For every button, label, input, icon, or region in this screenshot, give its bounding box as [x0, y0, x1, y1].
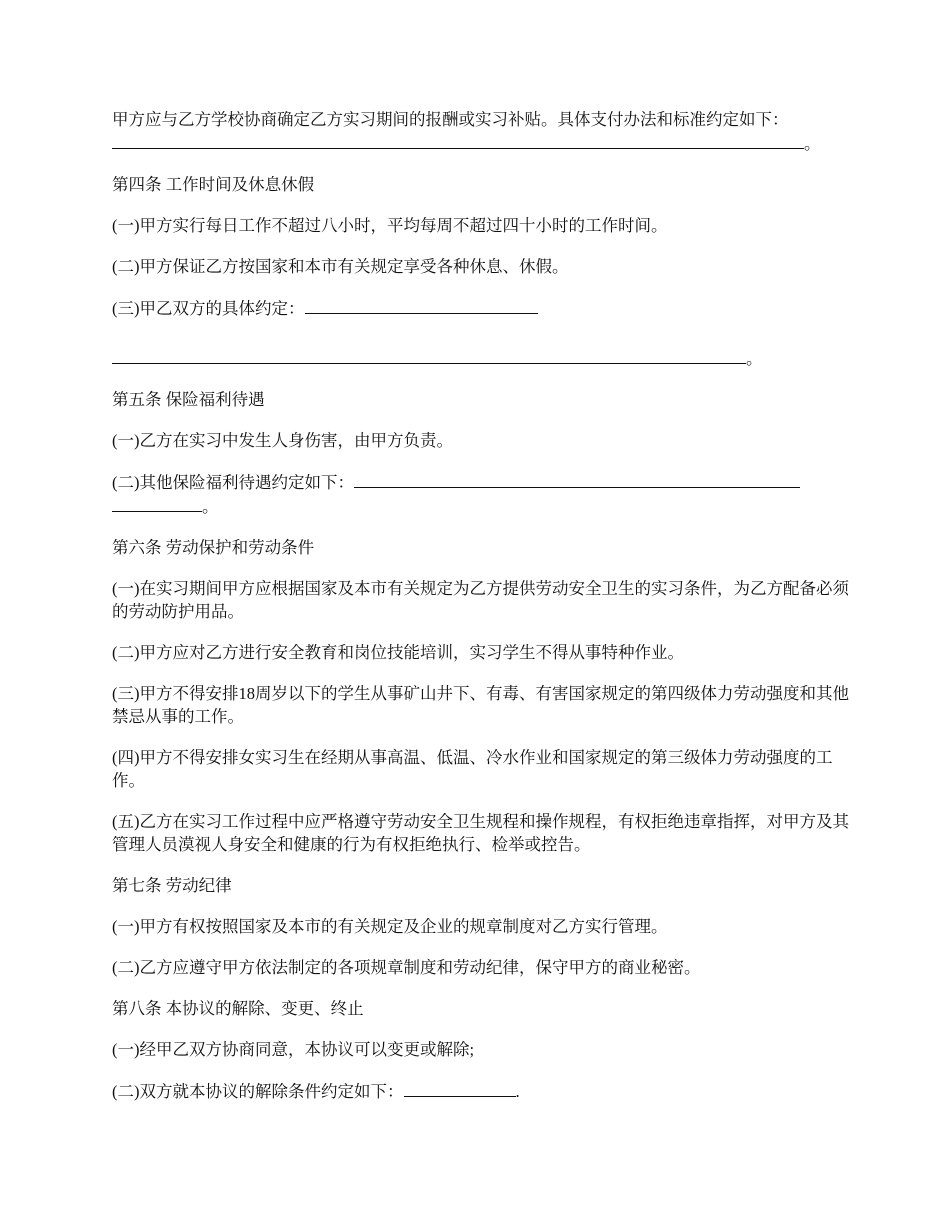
article-6-item-1: (一)在实习期间甲方应根据国家及本市有关规定为乙方提供劳动安全卫生的实习条件，为乙方配备必须的劳动防护用品。 — [112, 579, 849, 621]
article-4-item-3-text: (三)甲乙双方的具体约定： — [112, 299, 305, 318]
article-4-item-3-end: 。 — [746, 349, 763, 368]
article-4-item-3-continuation — [112, 346, 852, 370]
article-5-title: 第五条 保险福利待遇 — [112, 390, 265, 409]
article-6-item-4: (四)甲方不得安排女实习生在经期从事高温、低温、冷水作业和国家规定的第三级体力劳动强度的工作。 — [112, 748, 833, 790]
article-4-item-3 — [112, 296, 852, 320]
article-4-title: 第四条 工作时间及休息休假 — [112, 175, 315, 194]
article-6-item-5: (五)乙方在实习工作过程中应严格遵守劳动安全卫生规程和操作规程，有权拒绝违章指挥，对甲方及其管理人员漠视人身安全和健康的行为有权拒绝执行、检举或控告。 — [112, 812, 849, 854]
article-5-item-2-blank — [354, 470, 800, 488]
article-8-title: 第八条 本协议的解除、变更、终止 — [112, 999, 364, 1018]
payment-end: 。 — [804, 134, 821, 153]
article-8-item-2-end: . — [515, 1082, 520, 1101]
article-7-item-2: (二)乙方应遵守甲方依法制定的各项规章制度和劳动纪律，保守甲方的商业秘密。 — [112, 958, 701, 977]
payment-paragraph — [112, 108, 852, 155]
article-5-item-2-blank-2 — [112, 494, 202, 512]
document-page — [112, 108, 852, 1121]
article-8-item-2-blank — [404, 1079, 516, 1097]
article-4-item-3-blank — [305, 296, 538, 314]
article-5-item-2-end: 。 — [202, 497, 219, 516]
article-6-title: 第六条 劳动保护和劳动条件 — [112, 538, 315, 557]
article-5-item-2 — [112, 470, 852, 518]
article-6-item-2: (二)甲方应对乙方进行安全教育和岗位技能培训，实习学生不得从事特种作业。 — [112, 643, 684, 662]
article-4-item-3-blank-2 — [112, 346, 746, 364]
payment-text: 甲方应与乙方学校协商确定乙方实习期间的报酬或实习补贴。具体支付办法和标准约定如下： — [112, 110, 789, 129]
article-7-item-1: (一)甲方有权按照国家及本市的有关规定及企业的规章制度对乙方实行管理。 — [112, 917, 668, 936]
article-6-item-3: (三)甲方不得安排18周岁以下的学生从事矿山井下、有毒、有害国家规定的第四级体力劳动强度和其他禁忌从事的工作。 — [112, 684, 849, 726]
article-8-item-2-text: (二)双方就本协议的解除条件约定如下： — [112, 1082, 404, 1101]
article-4-item-2: (二)甲方保证乙方按国家和本市有关规定享受各种休息、休假。 — [112, 257, 569, 276]
article-7-title: 第七条 劳动纪律 — [112, 876, 232, 895]
article-4-item-1: (一)甲方实行每日工作不超过八小时，平均每周不超过四十小时的工作时间。 — [112, 216, 668, 235]
article-5-item-1: (一)乙方在实习中发生人身伤害，由甲方负责。 — [112, 431, 453, 450]
article-8-item-1: (一)经甲乙双方协商同意，本协议可以变更或解除; — [112, 1040, 475, 1059]
article-8-item-2 — [112, 1079, 852, 1103]
payment-blank — [112, 131, 804, 149]
article-5-item-2-text: (二)其他保险福利待遇约定如下： — [112, 473, 354, 492]
